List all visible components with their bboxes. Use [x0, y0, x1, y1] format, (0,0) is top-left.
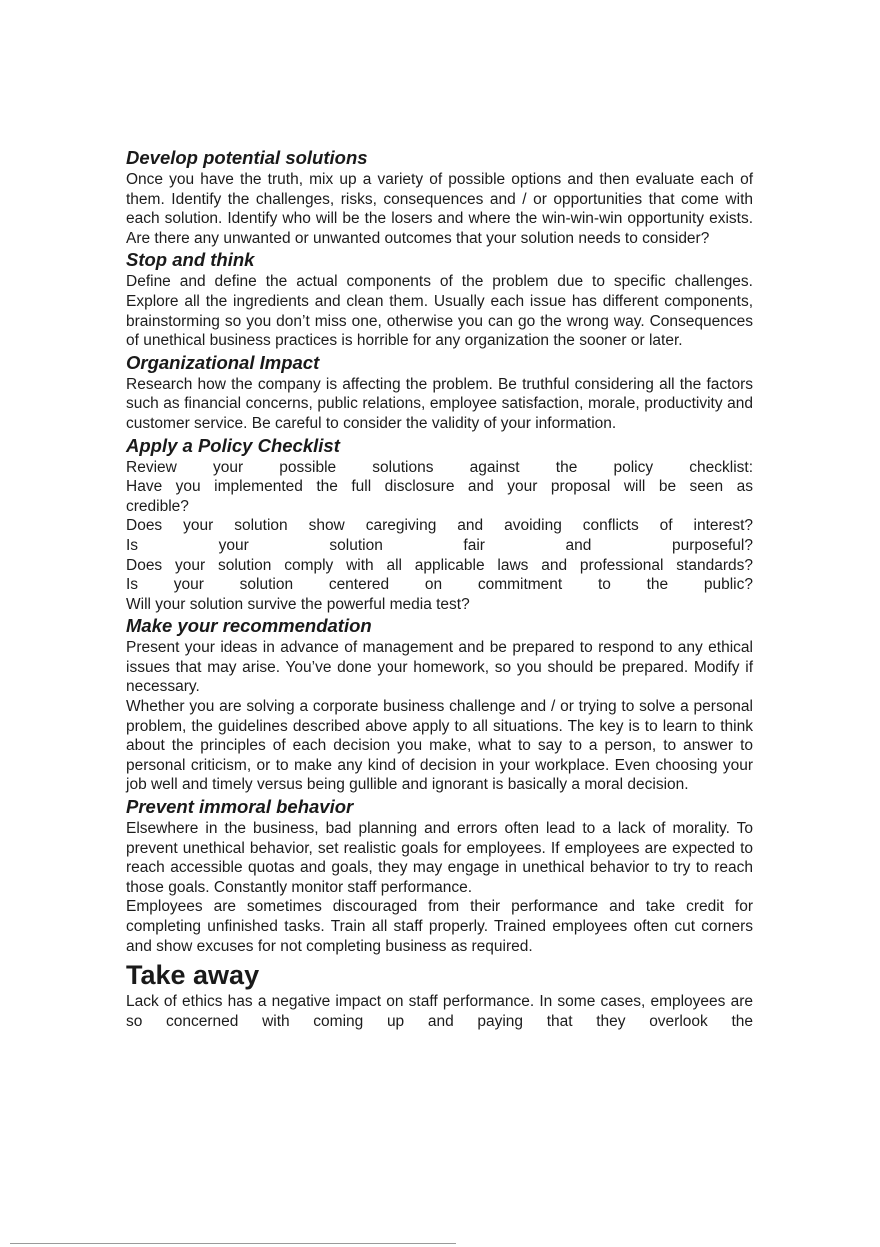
body-paragraph: Research how the company is affecting the problem. Be truthful considering all the factors such as financial concerns, public relations, employee satisfaction, morale, productivity and customer service. Be careful to consider the validity of your information.: [126, 375, 753, 432]
section-heading: Make your recommendation: [126, 615, 372, 637]
section-heading: Organizational Impact: [126, 351, 320, 373]
document-page: [126, 146, 753, 1031]
body-paragraph: Present your ideas in advance of management and be prepared to respond to any ethical issues that may arise. You’ve done your homework, so you should be prepared. Modify if necessary.: [126, 639, 753, 696]
footer-rule: [10, 1243, 456, 1244]
section-heading: Apply a Policy Checklist: [126, 434, 340, 456]
section-heading: Prevent immoral behavior: [126, 796, 354, 818]
checklist-line: Is your solution fair and purposeful?: [126, 536, 753, 554]
section-prevent-immoral-behavior: [126, 795, 753, 956]
body-paragraph: Once you have the truth, mix up a variety of possible options and then evaluate each of them. Identify the challenges, risks, consequences and / or opportunities that come with each solution. Identify who will be the losers and where the win-win-win opportunity exists. Are there any unwanted or unwanted outcomes that your solution needs to consider?: [126, 171, 753, 247]
section-policy-checklist: [126, 434, 753, 615]
section-develop-solutions: [126, 146, 753, 248]
section-take-away: [126, 958, 753, 1031]
checklist-line: Have you implemented the full disclosure and your proposal will be seen as: [126, 478, 753, 496]
takeaway-heading: Take away: [126, 960, 260, 991]
section-recommendation: [126, 614, 753, 795]
section-heading: Develop potential solutions: [126, 147, 368, 168]
body-paragraph: Define and define the actual components of the problem due to specific challenges. Explore all the ingredients and clean them. Usually each issue has different components, brainstorming so you don’t miss one, otherwise you can go the wrong way. Consequences of unethical business practices is horrible for any organization the sooner or later.: [126, 273, 753, 350]
checklist-line: Does your solution show caregiving and avoiding conflicts of interest?: [126, 517, 753, 535]
checklist-line: Is your solution centered on commitment to the public?: [126, 576, 753, 594]
checklist-line: Does your solution comply with all applicable laws and professional standards?: [126, 556, 753, 574]
body-paragraph: Whether you are solving a corporate business challenge and / or trying to solve a personal problem, the guidelines described above apply to all situations. The key is to learn to think about the principles of each decision you make, what to say to a person, to answer to personal criticism, or to make any kind of decision in your workplace. Even choosing your job well and timely versus being gullible and ignorant is basically a moral decision.: [126, 698, 753, 794]
checklist-line: Review your possible solutions against the policy checklist:: [126, 458, 753, 476]
checklist-line: Will your solution survive the powerful media test?: [126, 595, 470, 613]
section-stop-and-think: [126, 248, 753, 350]
body-paragraph: Lack of ethics has a negative impact on staff performance. In some cases, employees are so concerned with coming up and paying that they overlook the: [126, 993, 753, 1030]
section-heading: Stop and think: [126, 249, 255, 271]
checklist-line: credible?: [126, 497, 189, 515]
body-paragraph: Elsewhere in the business, bad planning and errors often lead to a lack of morality. To prevent unethical behavior, set realistic goals for employees. If employees are expected to reach accessible quotas and goals, they may engage in unethical behavior to try to reach those goals. Constantly monitor staff performance.: [126, 820, 753, 896]
body-paragraph: Employees are sometimes discouraged from their performance and take credit for completing unfinished tasks. Train all staff properly. Trained employees often cut corners and show excuses for not completing business as required.: [126, 898, 753, 955]
section-organizational-impact: [126, 351, 753, 434]
